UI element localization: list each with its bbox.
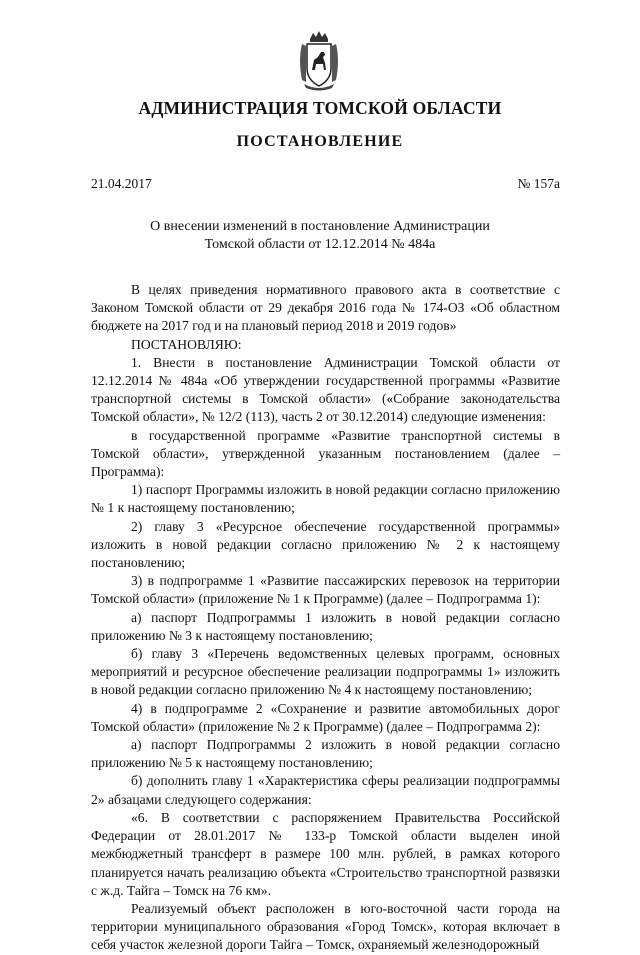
paragraph: б) главу 3 «Перечень ведомственных целевых программ, основных мероприятий и ресурсное обеспечение реализации подпрограммы 1» изложить в новой редакции согласно приложению № 4 к настоящему постановлению; <box>91 646 560 698</box>
paragraph: б) дополнить главу 1 «Характеристика сферы реализации подпрограммы 2» абзацами следующего содержания: <box>91 773 560 807</box>
paragraph: 2) главу 3 «Ресурсное обеспечение государственной программы» изложить в новой редакции согласно приложению № 2 к настоящему постановлению; <box>91 518 560 571</box>
document-number: № 157а <box>517 176 560 191</box>
subject-line: Томской области от 12.12.2014 № 484а <box>204 236 436 252</box>
resolution-keyword: ПОСТАНОВЛЯЮ: <box>131 336 242 352</box>
document-date: 21.04.2017 <box>91 176 152 191</box>
paragraph: 1. Внести в постановление Администрации Томской области от 12.12.2014 № 484а «Об утверждении государственной программы «Развитие транспортной системы в Томской области» («Собрание законодательства Томской области», № 12/2 (113), часть 2 от 30.12.2014) следующие изменения: <box>91 354 560 425</box>
paragraph: «6. В соответствии с распоряжением Правительства Российской Федерации от 28.01.2017 № 133-р Томской области выделен иной межбюджетный трансферт в размере 100 млн. рублей, в рамках которого планируется начать реализацию объекта «Строительство транспортной развязки с ж.д. Тайга – Томск на 76 км». <box>91 809 560 898</box>
paragraph: а) паспорт Подпрограммы 2 изложить в новой редакции согласно приложению № 5 к настоящему постановлению; <box>91 737 560 771</box>
subject-line: О внесении изменений в постановление Администрации <box>150 219 490 234</box>
document-subject <box>100 218 540 253</box>
coat-of-arms-icon <box>296 30 342 92</box>
paragraph: в государственной программе «Развитие транспортной системы в Томской области», утвержденной указанным постановлением (далее – Программа): <box>91 427 560 480</box>
paragraph: а) паспорт Подпрограммы 1 изложить в новой редакции согласно приложению № 3 к настоящему постановлению; <box>91 609 560 643</box>
document-type: ПОСТАНОВЛЕНИЕ <box>236 133 404 150</box>
paragraph: 3) в подпрограмме 1 «Развитие пассажирских перевозок на территории Томской области» (приложение № 1 к Программе) (далее – Подпрограмма 1): <box>91 573 560 607</box>
organization-title: АДМИНИСТРАЦИЯ ТОМСКОЙ ОБЛАСТИ <box>138 98 502 118</box>
paragraph: Реализуемый объект расположен в юго-восточной части города на территории муниципального образования «Город Томск», которая включает в себя участок железной дороги Тайга – Томск, охраняемый железнодорожный <box>91 900 560 953</box>
paragraph: В целях приведения нормативного правового акта в соответствие с Законом Томской области от 29 декабря 2016 года № 174-ОЗ «Об областном бюджете на 2017 год и на плановый период 2018 и 2019 годов» <box>91 282 560 334</box>
paragraph: 1) паспорт Программы изложить в новой редакции согласно приложению № 1 к настоящему постановлению; <box>91 482 560 516</box>
document-body <box>91 281 560 955</box>
paragraph: 4) в подпрограмме 2 «Сохранение и развитие автомобильных дорог Томской области» (приложение № 2 к Программе) (далее – Подпрограмма 2): <box>91 700 560 734</box>
